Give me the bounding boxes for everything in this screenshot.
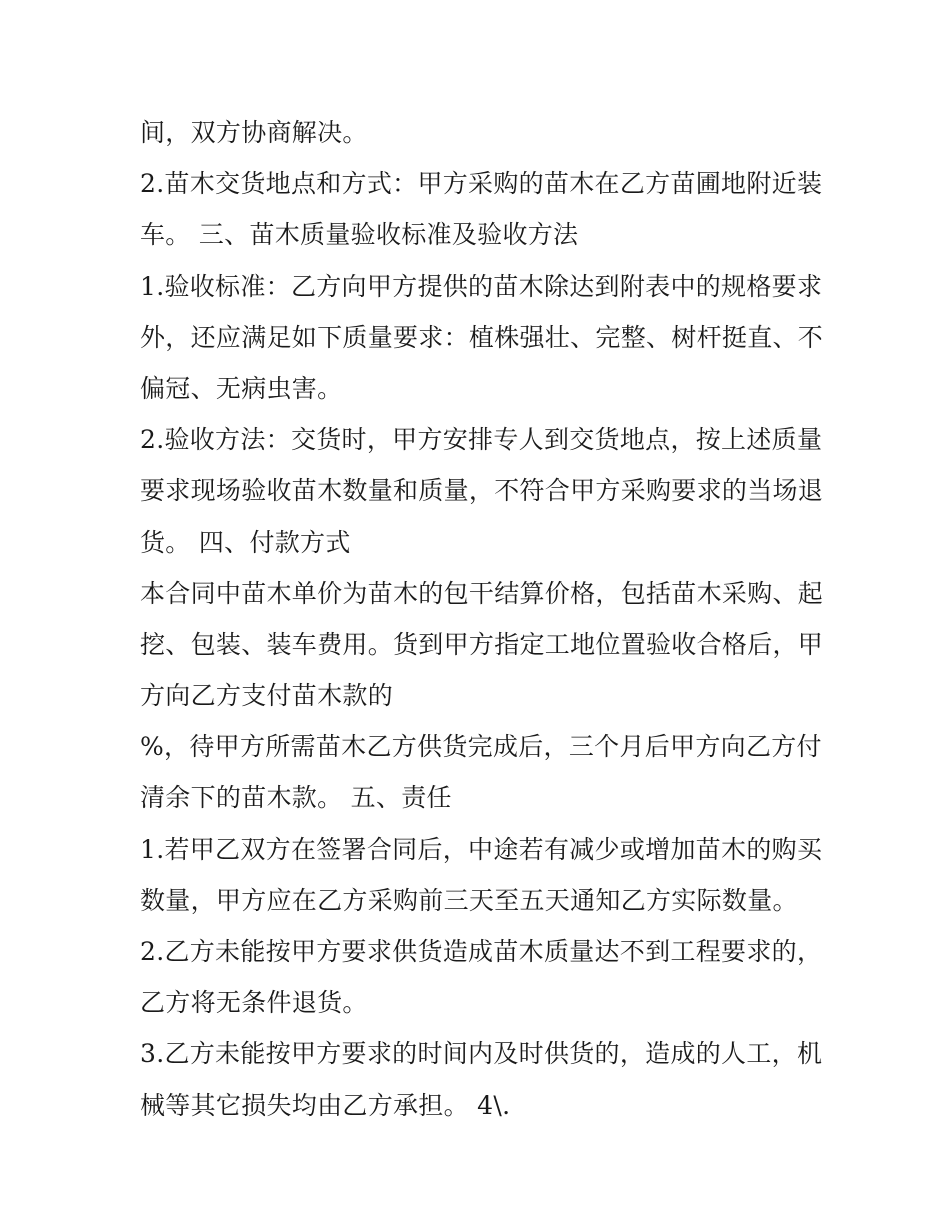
text-line: 数量，甲方应在乙方采购前三天至五天通知乙方实际数量。 <box>140 885 798 915</box>
text-line: 械等其它损失均由乙方承担。 4\. <box>140 1090 511 1120</box>
text-line: %，待甲方所需苗木乙方供货完成后，三个月后甲方向乙方付 <box>140 732 822 762</box>
text-line: 外，还应满足如下质量要求：植株强壮、完整、树杆挺直、不 <box>140 322 824 352</box>
text-line: 1.验收标准：乙方向甲方提供的苗木除达到附表中的规格要求 <box>140 271 823 301</box>
text-line: 方向乙方支付苗木款的 <box>140 681 394 711</box>
text-line: 乙方将无条件退货。 <box>140 988 368 1018</box>
text-line: 挖、包装、装车费用。货到甲方指定工地位置验收合格后，甲 <box>140 629 824 659</box>
text-line: 2.乙方未能按甲方要求供货造成苗木质量达不到工程要求的， <box>140 937 823 966</box>
text-line: 2.验收方法：交货时，甲方安排专人到交货地点，按上述质量 <box>140 425 823 455</box>
document-body <box>140 107 824 1131</box>
text-line: 间，双方协商解决。 <box>140 118 368 147</box>
text-line: 货。 四、付款方式 <box>140 527 351 557</box>
text-line: 本合同中苗木单价为苗木的包干结算价格，包括苗木采购、起 <box>140 578 824 608</box>
text-line: 1.若甲乙双方在签署合同后，中途若有减少或增加苗木的购买 <box>140 834 823 864</box>
text-line: 3.乙方未能按甲方要求的时间内及时供货的，造成的人工，机 <box>140 1039 823 1069</box>
text-line: 车。 三、苗木质量验收标准及验收方法 <box>140 220 579 250</box>
text-line: 清余下的苗木款。 五、责任 <box>140 783 452 813</box>
text-line: 2.苗木交货地点和方式：甲方采购的苗木在乙方苗圃地附近装 <box>140 169 823 199</box>
text-line: 偏冠、无病虫害。 <box>140 373 343 403</box>
text-line: 要求现场验收苗木数量和质量，不符合甲方采购要求的当场退 <box>140 476 824 506</box>
